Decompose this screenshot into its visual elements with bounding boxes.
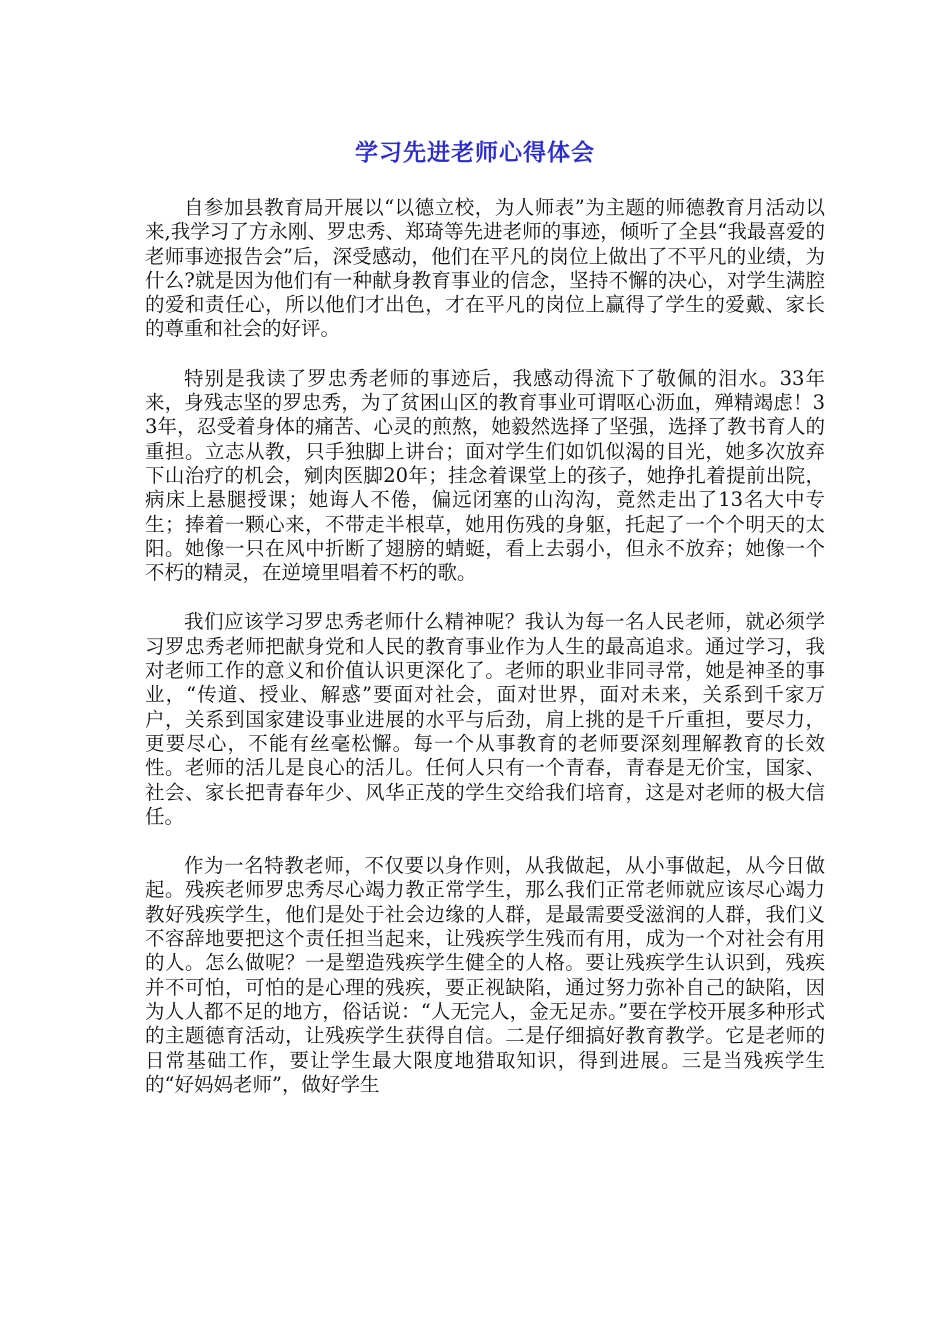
paragraph-2: 特别是我读了罗忠秀老师的事迹后，我感动得流下了敬佩的泪水。33年来，身残志坚的罗忠秀，为了贫困山区的教育事业可谓呕心沥血，殚精竭虑！33年，忍受着身体的痛苦、心灵的煎熬，她毅然选择了坚强，选择了教书育人的重担。立志从教，只手独脚上讲台；面对学生们如饥似渴的目光，她多次放弃下山治疗的机会，剜肉医脚20年；挂念着课堂上的孩子，她挣扎着提前出院，病床上悬腿授课；她诲人不倦，偏远闭塞的山沟沟，竟然走出了13名大中专生；捧着一颗心来，不带走半根草，她用伤残的身躯，托起了一个个明天的太阳。她像一只在风中折断了翅膀的蜻蜓，看上去弱小，但永不放弃；她像一个不朽的精灵，在逆境里唱着不朽的歌。 (145, 366, 825, 585)
document-body (145, 196, 825, 1122)
paragraph-1: 自参加县教育局开展以“以德立校，为人师表”为主题的师德教育月活动以来,我学习了方永刚、罗忠秀、郑琦等先进老师的事迹，倾听了全县“我最喜爱的老师事迹报告会”后，深受感动，他们在平凡的岗位上做出了不平凡的业绩，为什么?就是因为他们有一种献身教育事业的信念，坚持不懈的决心，对学生满腔的爱和责任心，所以他们才出色，才在平凡的岗位上赢得了学生的爱戴、家长的尊重和社会的好评。 (145, 196, 825, 341)
paragraph-4: 作为一名特教老师，不仅要以身作则，从我做起，从小事做起，从今日做起。残疾老师罗忠秀尽心竭力教正常学生，那么我们正常老师就应该尽心竭力教好残疾学生，他们是处于社会边缘的人群，是最需要受滋润的人群，我们义不容辞地要把这个责任担当起来，让残疾学生残而有用，成为一个对社会有用的人。怎么做呢？一是塑造残疾学生健全的人格。要让残疾学生认识到，残疾并不可怕，可怕的是心理的残疾，要正视缺陷，通过努力弥补自己的缺陷，因为人人都不足的地方，俗话说：“人无完人，金无足赤。”要在学校开展多种形式的主题德育活动，让残疾学生获得自信。二是仔细搞好教育教学。它是老师的日常基础工作，要让学生最大限度地猎取知识，得到进展。三是当残疾学生的“好妈妈老师”，做好学生 (145, 854, 825, 1096)
paragraph-3: 我们应该学习罗忠秀老师什么精神呢？我认为每一名人民老师，就必须学习罗忠秀老师把献身党和人民的教育事业作为人生的最高追求。通过学习，我对老师工作的意义和价值认识更深化了。老师的职业非同寻常，她是神圣的事业，“传道、授业、解惑”要面对社会，面对世界，面对未来，关系到千家万户，关系到国家建设事业进展的水平与后劲，肩上挑的是千斤重担，要尽力，更要尽心，不能有丝毫松懈。每一个从事教育的老师要深刻理解教育的长效性。老师的活儿是良心的活儿。任何人只有一个青春，青春是无价宝，国家、社会、家长把青春年少、风华正茂的学生交给我们培育，这是对老师的极大信任。 (145, 610, 825, 828)
document-title: 学习先进老师心得体会 (355, 140, 595, 166)
